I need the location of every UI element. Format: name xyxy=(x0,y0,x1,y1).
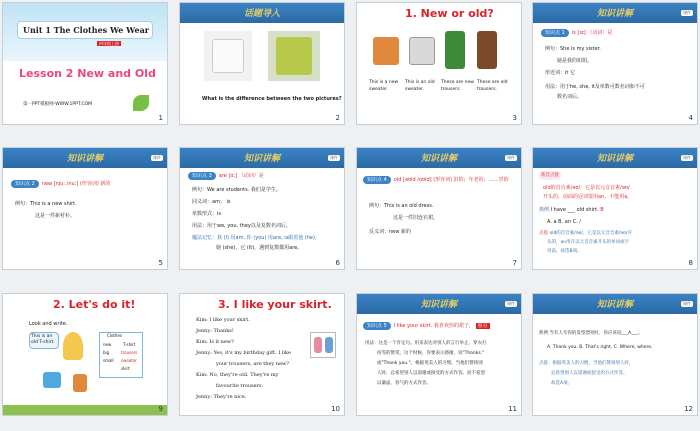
knowledge-point xyxy=(363,322,490,330)
slide-thumbnail[interactable] xyxy=(356,147,522,270)
slide-number: 12 xyxy=(684,405,693,413)
text-line: old的首音素/əʊ/，它是以元音音素/əʊ/ xyxy=(543,185,630,191)
slide-thumbnail[interactable] xyxy=(179,293,345,416)
dialog-line: Kim: Is it new? xyxy=(196,339,234,345)
dialog-line: Jenny: Thanks! xyxy=(196,328,234,334)
character-image xyxy=(63,332,83,360)
text-line: 故选A项。 xyxy=(551,381,573,386)
slide-title: 知识讲解 xyxy=(420,154,457,164)
text-line: 人时，总希望别人以道谢或接受的方式作答。而不希望 xyxy=(377,371,485,376)
point-text: are [ɑː] （动词）是 xyxy=(218,173,264,179)
slide-thumbnail[interactable] xyxy=(532,147,698,270)
word: big xyxy=(103,350,110,355)
slide-thumbnail[interactable] xyxy=(2,147,168,270)
slide-number: 8 xyxy=(688,259,693,267)
slide-header xyxy=(533,148,697,168)
slide-title: 知识讲解 xyxy=(596,9,633,19)
text-line: 例句：She is my sister. xyxy=(545,46,601,52)
dialog-line: Kim: I like your skirt. xyxy=(196,317,250,323)
slide-thumbnail[interactable] xyxy=(179,147,345,270)
slide-number: 6 xyxy=(335,259,340,267)
text-line: 同义词：am； is xyxy=(192,199,231,205)
slide-title: 知识讲解 xyxy=(596,154,633,164)
key-tag: 重点 xyxy=(477,323,488,329)
slide-thumbnail[interactable] xyxy=(356,293,522,416)
header-badge: 课件 xyxy=(507,155,515,160)
unit-title: Unit 1 The Clothes We Wear xyxy=(23,25,149,35)
word: skirt xyxy=(121,366,130,371)
text-line: 头的，an用在以元音音素开头的单词或字 xyxy=(547,240,630,245)
text-line: 这是一件旧连衣裙。 xyxy=(393,215,439,221)
point-label: 知识点 4 xyxy=(363,176,391,184)
slide-header xyxy=(357,148,521,168)
slide-title: 知识讲解 xyxy=(66,154,103,164)
text-line: 以谦虚、客气的方式作答。 xyxy=(377,381,431,386)
old-sweater-image xyxy=(409,37,435,65)
header-badge: 课件 xyxy=(683,155,691,160)
new-shirt-image xyxy=(204,31,252,81)
dialog-line: Jenny: They're nice. xyxy=(196,394,247,400)
slide-title: 2. Let's do it! xyxy=(53,298,136,311)
slide-number: 1 xyxy=(158,114,163,122)
slide-title: 话题导入 xyxy=(243,9,280,19)
slide-thumbnail[interactable] xyxy=(532,2,698,125)
points-label: 点拨 xyxy=(539,231,548,236)
word: sweater xyxy=(121,358,137,363)
text-line: 这是一件新衬衫。 xyxy=(35,213,76,219)
point-text: new [nju: /nuː] (形容词) 新的 xyxy=(41,181,111,187)
new-sweater-image xyxy=(373,37,399,65)
slide-number: 5 xyxy=(158,259,163,267)
slide-header xyxy=(180,148,344,168)
text-line: 扮等的赞赏。这个时候，你要表示感谢，说"Thanks." xyxy=(377,351,485,356)
text-line: 总希望别人以道谢或接受的方式作答。 xyxy=(551,371,628,376)
instruction-text: Look and write. xyxy=(29,321,68,327)
caption: This is a new sweater. xyxy=(369,80,399,93)
slide-number: 3 xyxy=(512,114,517,122)
text-line: 点拨：根据英美人的习惯，当他们赞扬别人时， xyxy=(539,361,634,366)
point-text: I like your skirt. 我喜欢你的裙子。 xyxy=(393,323,474,329)
text-line: 数名词后。 xyxy=(557,94,583,100)
text-line: 例句：This is a new shirt. xyxy=(15,201,77,207)
slide-number: 9 xyxy=(158,405,163,413)
point-label: 知识点 5 xyxy=(363,322,391,330)
knowledge-point xyxy=(541,29,612,37)
shirt-image xyxy=(43,372,61,388)
slide-title: 1. New or old? xyxy=(405,7,494,20)
slide-header xyxy=(3,148,167,168)
text-line: 用法：用于he, she, it及单数可数名词和不可 xyxy=(545,84,645,90)
header-badge: 课件 xyxy=(330,155,338,160)
dialog-line: Jenny: Yes, it's my birthday gift. I like xyxy=(196,350,291,356)
text-line: 例句：This is an old dress. xyxy=(369,203,434,209)
dialog-line: favourite trousers. xyxy=(216,383,264,389)
dialog-line: your trousers, are they new? xyxy=(216,361,289,367)
text-line: 她是我的姐姐。 xyxy=(557,58,593,64)
new-trousers-image xyxy=(445,31,465,69)
text-line: 她 (she)，它 (it)，遇到复数都用are。 xyxy=(216,245,303,251)
header-badge: 课件 xyxy=(683,301,691,306)
points-text: old的首音素/əʊ/，它是以元音音素/əʊ/开 xyxy=(549,231,632,236)
lesson-title: Lesson 2 New and Old xyxy=(19,67,156,80)
point-text: old [əʊld /oʊld] (形容词) 旧的；年老的；……岁的 xyxy=(393,177,509,183)
question-text: What is the difference between the two pictures? xyxy=(202,96,342,102)
word: new xyxy=(103,342,112,347)
header-badge: 课件 xyxy=(153,155,161,160)
text-line: 单数形式：is xyxy=(192,211,221,217)
slide-thumbnail[interactable] xyxy=(2,2,168,125)
grade-badge: 四年级上册 xyxy=(99,41,119,46)
text-line: 例句：We are students. 我们是学生。 xyxy=(192,187,281,193)
caption: This is an old sweater. xyxy=(405,80,435,93)
slide-thumbnail[interactable] xyxy=(179,2,345,125)
text-line: 开头的，前面的冠词要用an，不能用a。 xyxy=(543,194,633,200)
example-question: I have ___ old shirt. xyxy=(550,207,599,213)
slide-number: 11 xyxy=(508,405,517,413)
dialog-line: Kim: No, they're old. They're my xyxy=(196,372,279,378)
header-badge: 课件 xyxy=(507,301,515,306)
point-text: is [ɪz] （动词）是 xyxy=(571,30,613,36)
slide-header xyxy=(357,294,521,314)
trousers-image xyxy=(73,374,87,392)
points-row xyxy=(539,230,632,237)
text-line: 魔法记忆：我 (I) 用am, 你 (you) 用are, is跟着他 (he), xyxy=(192,235,317,241)
dialog-image xyxy=(310,332,336,358)
slide-title: 知识讲解 xyxy=(596,300,633,310)
text-line: 母前，故选B项。 xyxy=(547,249,582,254)
text-line: A. Thank you. B. That's right. C. Where, where. xyxy=(547,345,653,350)
text-line: 典例 当有人夸你的发型漂亮时，你应该说___A___。 xyxy=(539,331,643,336)
slide-thumbnail[interactable] xyxy=(356,2,522,125)
word: small xyxy=(103,358,114,363)
text-line: 反义词：new 新的 xyxy=(369,229,411,235)
old-trousers-image xyxy=(477,31,497,69)
text-line: 用法：用于we, you, they以及复数名词后。 xyxy=(192,223,291,229)
slide-thumbnail[interactable] xyxy=(2,293,168,416)
slide-thumbnail[interactable] xyxy=(532,293,698,416)
slide-header xyxy=(533,3,697,23)
text-line: 用法：这是一个肯定句。用来表达对别人的言行举止、穿衣打 xyxy=(365,341,487,346)
text-line: 形近词：it 它 xyxy=(545,70,575,76)
speech-bubble: This is an old T-shirt. xyxy=(29,332,59,349)
leaf-decoration xyxy=(133,95,149,111)
text-line: 或"Thank you."。根据英美人的习惯，当他们赞扬别 xyxy=(377,361,483,366)
word: trousers xyxy=(121,350,138,355)
point-label: 知识点 3 xyxy=(188,172,216,180)
knowledge-point xyxy=(11,180,110,188)
knowledge-point xyxy=(363,176,513,184)
slide-header xyxy=(533,294,697,314)
caption: These are old trousers. xyxy=(477,80,508,93)
example-label: 典例 xyxy=(539,207,550,213)
slide-number: 7 xyxy=(512,259,517,267)
site-text: 第一PPT模板网-WWW.1PPT.COM xyxy=(23,102,93,107)
knowledge-point xyxy=(188,172,264,180)
slide-title: 知识讲解 xyxy=(243,154,280,164)
word: T-shirt xyxy=(123,342,136,347)
slide-title: 3. I like your skirt. xyxy=(218,298,332,311)
grass-decoration xyxy=(3,405,167,415)
text-line: A. a B. an C. / xyxy=(547,219,581,225)
example-row xyxy=(539,206,604,214)
slide-number: 4 xyxy=(688,114,693,122)
point-label: 知识点 2 xyxy=(11,180,39,188)
tip-tag: 新佳点拨 xyxy=(539,171,561,180)
old-shirt-image xyxy=(268,31,320,81)
header-badge: 课件 xyxy=(683,10,691,15)
caption: These are new trousers. xyxy=(441,80,474,93)
slide-header xyxy=(180,3,344,23)
example-answer: B xyxy=(600,207,604,213)
slide-number: 10 xyxy=(331,405,340,413)
slide-number: 2 xyxy=(335,114,340,122)
point-label: 知识点 1 xyxy=(541,29,569,37)
word: Clothes xyxy=(107,333,122,338)
slide-title: 知识讲解 xyxy=(420,300,457,310)
